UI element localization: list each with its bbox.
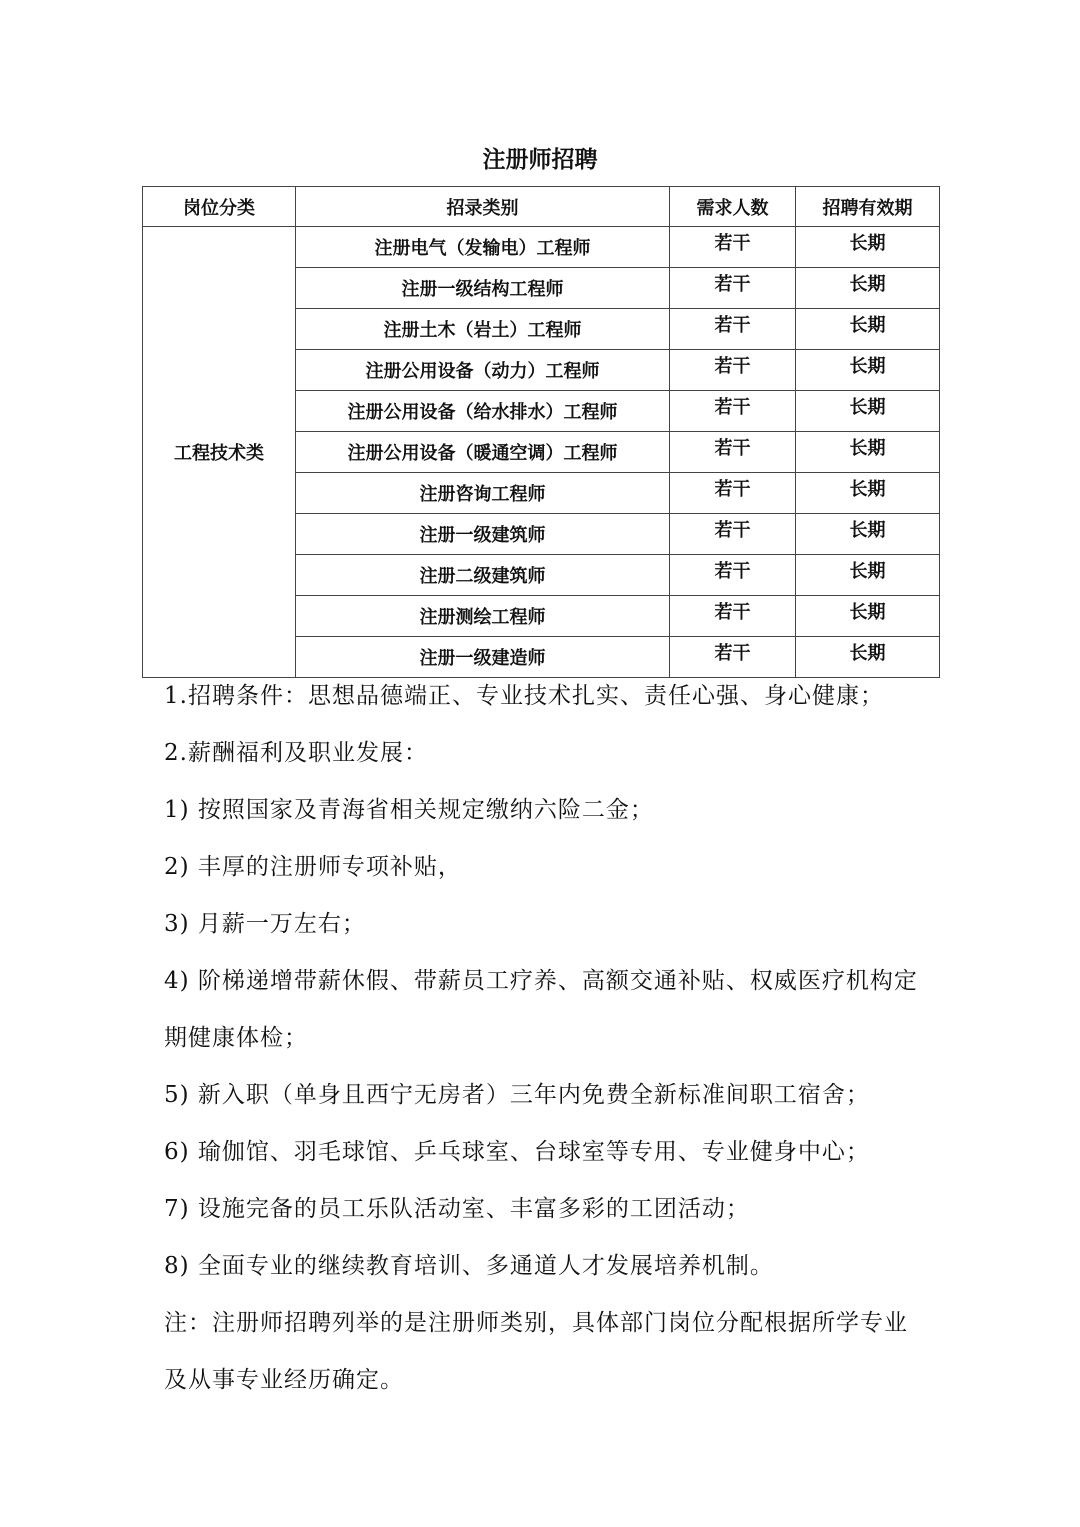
headcount-cell: 若干 [670,432,796,473]
valid-period-cell: 长期 [796,637,940,678]
recruit-type-cell: 注册一级建筑师 [296,514,670,555]
recruit-type-cell: 注册公用设备（动力）工程师 [296,350,670,391]
headcount-cell: 若干 [670,596,796,637]
paragraph-requirements: 1.招聘条件：思想品德端正、专业技术扎实、责任心强、身心健康； [164,683,884,709]
header-valid-period: 招聘有效期 [796,187,940,227]
valid-period-cell: 长期 [796,391,940,432]
valid-period-cell: 长期 [796,514,940,555]
recruit-type-cell: 注册一级建造师 [296,637,670,678]
recruit-type-cell: 注册测绘工程师 [296,596,670,637]
recruit-type-cell: 注册一级结构工程师 [296,268,670,309]
paragraph-benefits-heading: 2.薪酬福利及职业发展： [164,740,428,766]
recruit-type-cell: 注册二级建筑师 [296,555,670,596]
headcount-cell: 若干 [670,555,796,596]
body-text [164,668,924,1409]
position-category-cell: 工程技术类 [143,227,296,678]
document-title: 注册师招聘 [482,147,598,173]
list-item: 1) 按照国家及青海省相关规定缴纳六险二金； [164,797,654,823]
valid-period-cell: 长期 [796,432,940,473]
header-position-category: 岗位分类 [143,187,296,227]
valid-period-cell: 长期 [796,309,940,350]
headcount-cell: 若干 [670,637,796,678]
recruit-type-cell: 注册公用设备（暖通空调）工程师 [296,432,670,473]
recruit-type-cell: 注册咨询工程师 [296,473,670,514]
recruit-type-cell: 注册电气（发输电）工程师 [296,227,670,268]
headcount-cell: 若干 [670,268,796,309]
headcount-cell: 若干 [670,227,796,268]
list-item: 6) 瑜伽馆、羽毛球馆、乒乓球室、台球室等专用、专业健身中心； [164,1139,870,1165]
headcount-cell: 若干 [670,514,796,555]
header-recruit-type: 招录类别 [296,187,670,227]
list-item: 8) 全面专业的继续教育培训、多通道人才发展培养机制。 [164,1253,774,1279]
recruit-type-cell: 注册公用设备（给水排水）工程师 [296,391,670,432]
headcount-cell: 若干 [670,391,796,432]
valid-period-cell: 长期 [796,227,940,268]
valid-period-cell: 长期 [796,268,940,309]
list-item: 2) 丰厚的注册师专项补贴， [164,854,462,880]
valid-period-cell: 长期 [796,350,940,391]
valid-period-cell: 长期 [796,555,940,596]
headcount-cell: 若干 [670,473,796,514]
paragraph-note: 注：注册师招聘列举的是注册师类别，具体部门岗位分配根据所学专业及从事专业经历确定。 [164,1310,908,1393]
headcount-cell: 若干 [670,350,796,391]
list-item: 7) 设施完备的员工乐队活动室、丰富多彩的工团活动； [164,1196,750,1222]
list-item: 3) 月薪一万左右； [164,911,366,937]
valid-period-cell: 长期 [796,596,940,637]
table-header-row [143,187,940,227]
headcount-cell: 若干 [670,309,796,350]
recruitment-table [142,186,940,678]
table-row [143,227,940,268]
recruit-type-cell: 注册土木（岩土）工程师 [296,309,670,350]
valid-period-cell: 长期 [796,473,940,514]
list-item: 5) 新入职（单身且西宁无房者）三年内免费全新标准间职工宿舍； [164,1082,870,1108]
header-headcount: 需求人数 [670,187,796,227]
list-item: 4) 阶梯递增带薪休假、带薪员工疗养、高额交通补贴、权威医疗机构定期健康体检； [164,968,918,1051]
